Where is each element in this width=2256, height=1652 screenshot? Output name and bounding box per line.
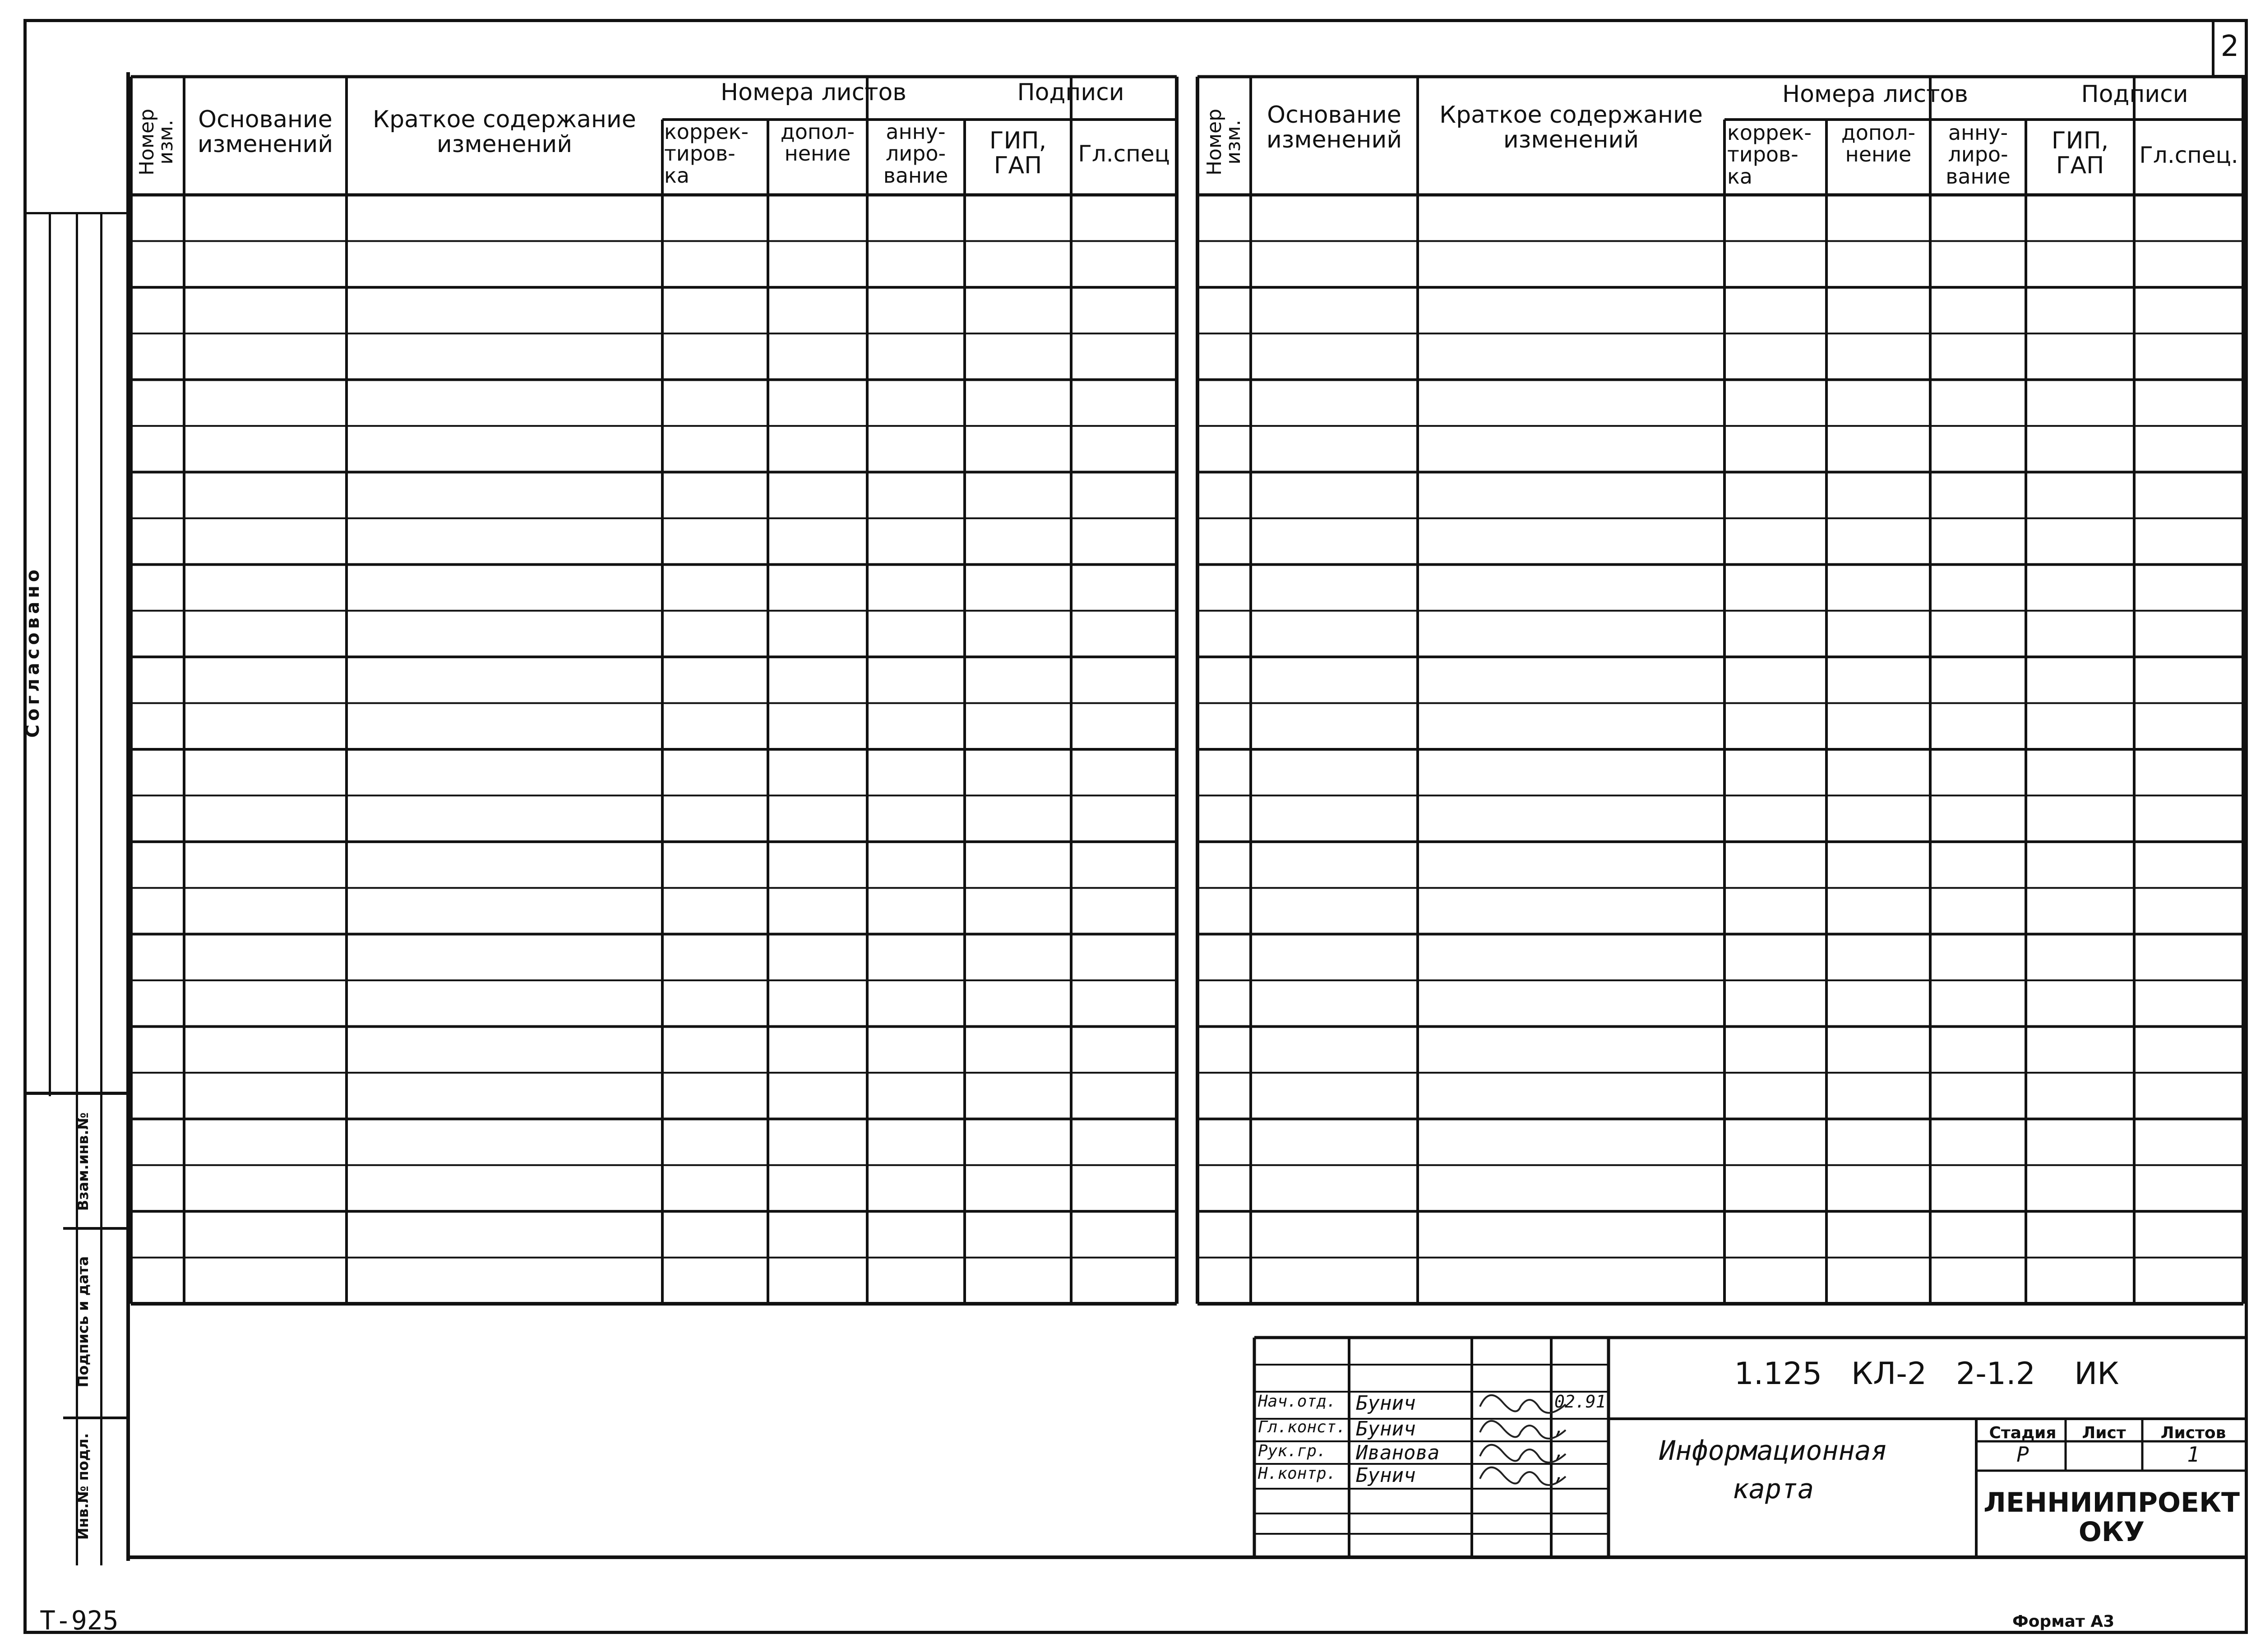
- document-title-line1: Информационная: [1659, 1435, 1887, 1467]
- right-dopolnenie-header: допол- нение: [1841, 120, 1916, 167]
- left-soderzhanie-header: Краткое содержание изменений: [373, 106, 636, 158]
- stadiya-label: Стадия: [1989, 1424, 2057, 1442]
- right-podpisi-header: Подписи: [2081, 81, 2188, 108]
- signature-date: ,: [1554, 1417, 1565, 1437]
- signature-role: Рук.гр.: [1258, 1442, 1327, 1460]
- handwritten-signature: [1480, 1445, 1566, 1463]
- signature-name: Бунич: [1356, 1417, 1416, 1440]
- organization-line1: ЛЕННИИПРОЕКТ: [1983, 1487, 2240, 1518]
- agreed-label: Согласовано: [23, 566, 43, 738]
- right-osnovanie-header: Основание изменений: [1266, 102, 1402, 153]
- left-nomera-listov-header: Номера листов: [721, 79, 906, 106]
- signature-name: Иванова: [1356, 1441, 1440, 1464]
- handwritten-signature: [1480, 1467, 1566, 1485]
- podpis-data-label: Подпись и дата: [74, 1256, 92, 1388]
- listov-label: Листов: [2160, 1424, 2226, 1442]
- right-korrektirovka-header: коррек- тиров- ка: [1727, 120, 1812, 189]
- format-label: Формат А3: [2012, 1612, 2115, 1631]
- signature-date: ,: [1554, 1464, 1565, 1484]
- left-gip-header: ГИП, ГАП: [989, 127, 1047, 179]
- organization-line2: ОКУ: [2078, 1516, 2145, 1548]
- vzam-inv-label: Взам.инв.№: [74, 1112, 92, 1211]
- document-designation: 1.125 КЛ-2 2-1.2 ИК: [1734, 1356, 2119, 1392]
- signature-date: ,: [1554, 1441, 1565, 1461]
- sheet-code: Т-925: [40, 1605, 119, 1636]
- listov-value: 1: [2187, 1442, 2200, 1467]
- left-dopolnenie-header: допол- нение: [780, 120, 855, 166]
- left-podpisi-header: Подписи: [1017, 79, 1124, 106]
- document-title-line2: карта: [1732, 1473, 1814, 1505]
- right-annulirovanie-header: анну- лиро- вание: [1946, 120, 2011, 189]
- handwritten-signature: [1480, 1421, 1566, 1439]
- left-korrektirovka-header: коррек- тиров- ка: [664, 120, 749, 188]
- page-number: 2: [2220, 30, 2239, 63]
- right-gl-spec-header: Гл.спец.: [2139, 142, 2238, 168]
- stadiya-value: Р: [2016, 1442, 2029, 1467]
- signature-date: 02.91: [1554, 1392, 1606, 1412]
- right-gip-header: ГИП, ГАП: [2051, 127, 2109, 179]
- list-label: Лист: [2082, 1424, 2126, 1442]
- handwritten-signature: [1480, 1395, 1566, 1413]
- left-nomer-izm-header: Номер изм.: [135, 108, 177, 176]
- right-nomera-listov-header: Номера листов: [1782, 81, 1968, 108]
- right-nomer-izm-header: Номер изм.: [1203, 108, 1245, 176]
- signature-role: Гл.конст.: [1258, 1418, 1346, 1436]
- left-osnovanie-header: Основание изменений: [197, 106, 333, 158]
- right-soderzhanie-header: Краткое содержание изменений: [1439, 102, 1703, 153]
- left-annulirovanie-header: анну- лиро- вание: [883, 120, 948, 188]
- signature-role: Н.контр.: [1258, 1464, 1336, 1483]
- signature-name: Бунич: [1356, 1392, 1416, 1415]
- signature-role: Нач.отд.: [1258, 1392, 1336, 1411]
- inv-podl-label: Инв.№ подл.: [74, 1433, 92, 1540]
- signature-name: Бунич: [1356, 1464, 1416, 1487]
- left-gl-spec-header: Гл.спец: [1078, 141, 1170, 167]
